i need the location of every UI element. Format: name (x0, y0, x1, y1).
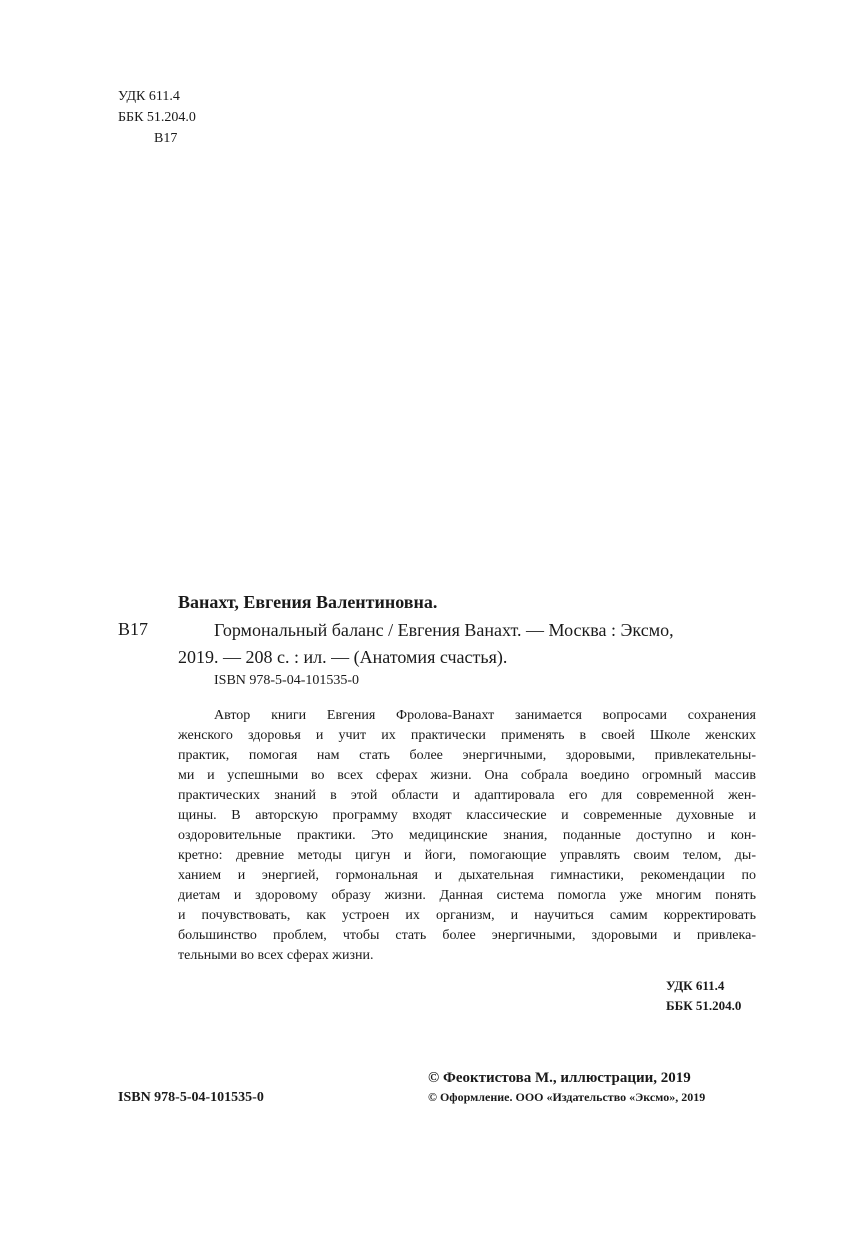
annotation-line: ханием и энергией, гормональная и дыхательная гимнастики, рекомендации по (178, 868, 756, 883)
annotation-line: большинство проблем, чтобы стать более энергичными, здоровыми и привлека- (178, 928, 756, 943)
annotation-line: ми и успешными во всех сферах жизни. Она собрала воедино огромный массив (178, 768, 756, 783)
cutter-mark: В17 (118, 619, 149, 639)
annotation-line: женского здоровья и учит их практически применять в своей Школе женских (178, 728, 756, 743)
title-line-1: Гормональный баланс / Евгения Ванахт. — Москва : Эксмо, (214, 620, 674, 640)
title-line-2: 2019. — 208 с. : ил. — (Анатомия счастья). (178, 647, 508, 667)
annotation-line: практик, помогая нам стать более энергичными, здоровыми, привлекательны- (178, 748, 756, 763)
bibliographic-description (178, 617, 756, 671)
annotation-line: щины. В авторскую программу входят классические и современные духовные и (178, 808, 756, 823)
author-heading: Ванахт, Евгения Валентиновна. (178, 592, 438, 612)
isbn-record: ISBN 978-5-04-101535-0 (214, 673, 360, 688)
copyright-illustrations: © Феоктистова М., иллюстрации, 2019 (428, 1070, 691, 1086)
isbn-bottom: ISBN 978-5-04-101535-0 (118, 1090, 264, 1105)
cutter-code: В17 (154, 131, 178, 146)
annotation-line: кретно: древние методы цигун и йоги, помогающие управлять своим телом, ды- (178, 848, 756, 863)
annotation-line: практических знаний в этой области и адаптировала его для современной жен- (178, 788, 756, 803)
annotation-line: и почувствовать, как устроен их организм, и научиться самим корректировать (178, 908, 756, 923)
annotation-line: оздоровительные практики. Это медицинские знания, поданные доступно и кон- (178, 828, 756, 843)
udk-code: УДК 611.4 (118, 89, 180, 104)
annotation-line: Автор книги Евгения Фролова-Ванахт занимается вопросами сохранения (214, 708, 756, 723)
top-classification-codes (118, 86, 196, 149)
udk-code-bottom: УДК 611.4 (666, 978, 725, 993)
annotation-line: тельными во всех сферах жизни. (178, 948, 374, 963)
copyright-design: © Оформление. ООО «Издательство «Эксмо», 2019 (428, 1090, 706, 1104)
bbk-code: ББК 51.204.0 (118, 110, 196, 125)
bbk-code-bottom: ББК 51.204.0 (666, 998, 742, 1013)
annotation-line: диетам и здоровому образу жизни. Данная система помогла уже многим понять (178, 888, 756, 903)
annotation (178, 706, 756, 966)
bottom-classification-codes (666, 976, 741, 1016)
